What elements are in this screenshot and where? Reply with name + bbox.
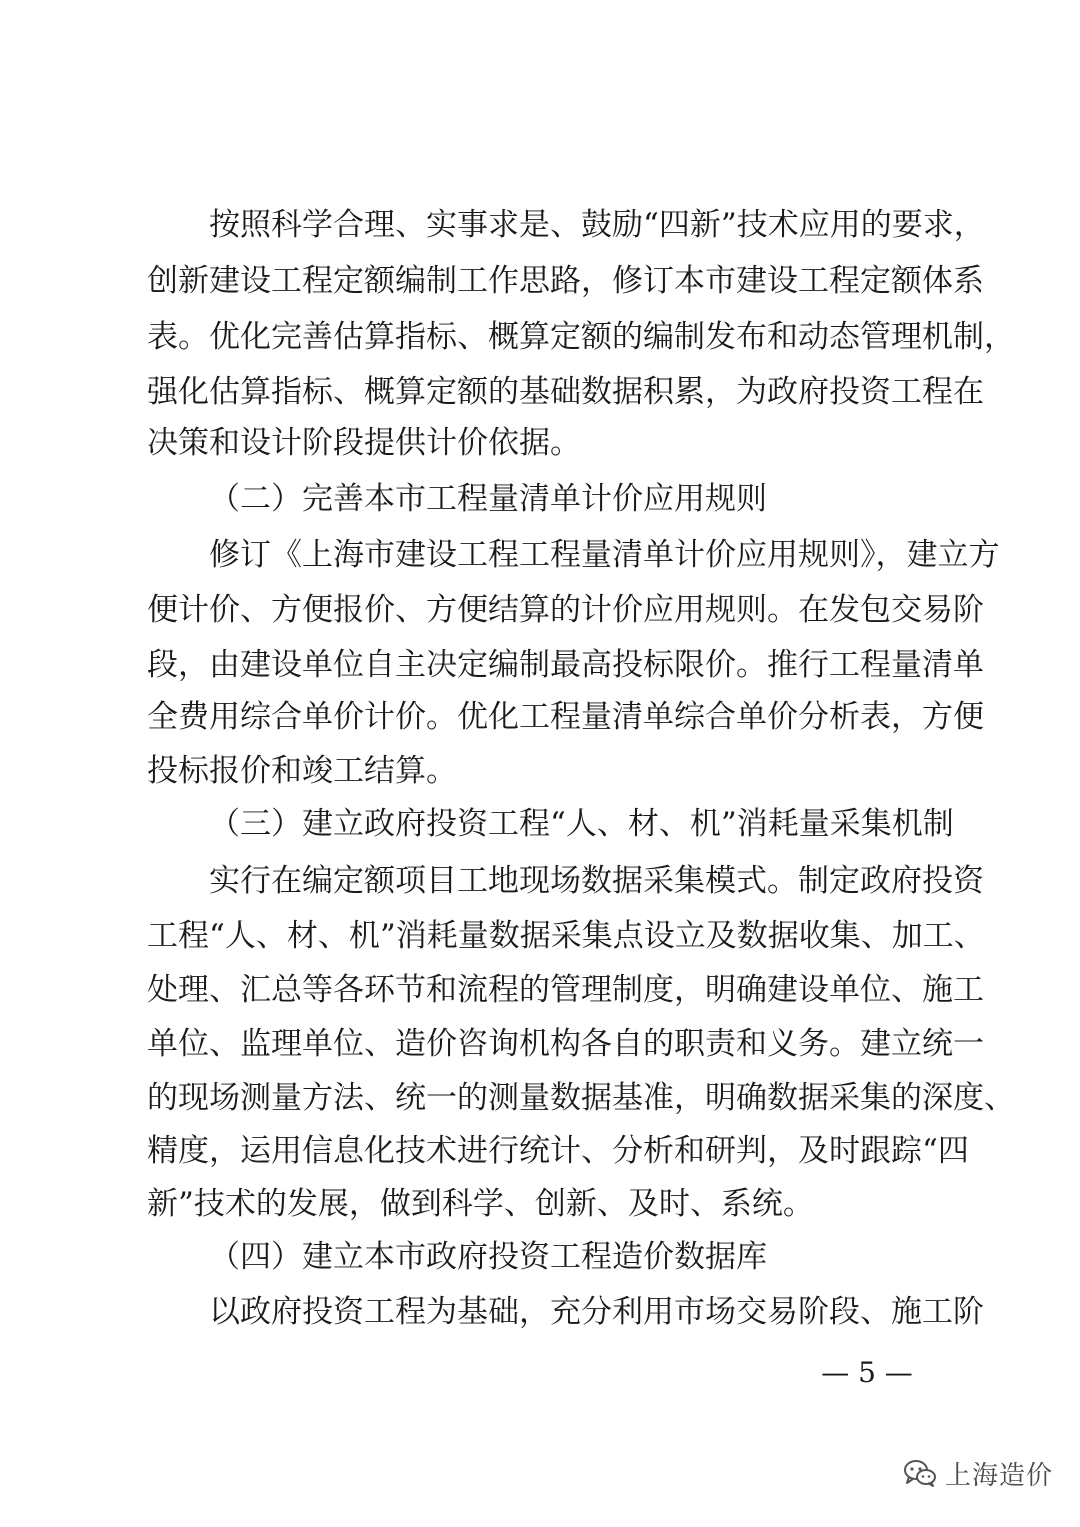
text-line: 新”技术的发展，做到科学、创新、及时、系统。 (147, 1186, 814, 1222)
page-number: — 5 — (821, 1356, 913, 1389)
text-line: 便计价、方便报价、方便结算的计价应用规则。在发包交易阶 (147, 592, 984, 628)
watermark (903, 1452, 1063, 1494)
text-line: 决策和设计阶段提供计价依据。 (147, 425, 581, 461)
text-line: 以政府投资工程为基础，充分利用市场交易阶段、施工阶 (209, 1294, 984, 1330)
wechat-icon (903, 1458, 937, 1488)
text-line: 工程“人、材、机”消耗量数据采集点设立及数据收集、加工、 (147, 918, 985, 954)
text-line: 精度，运用信息化技术进行统计、分析和研判，及时跟踪“四 (147, 1133, 969, 1169)
section-heading: （二）完善本市工程量清单计价应用规则 (209, 481, 767, 517)
section-heading: （四）建立本市政府投资工程造价数据库 (209, 1239, 767, 1275)
text-line: 创新建设工程定额编制工作思路，修订本市建设工程定额体系 (147, 263, 984, 299)
text-line: 按照科学合理、实事求是、鼓励“四新”技术应用的要求， (209, 207, 985, 243)
watermark-text: 上海造价 (945, 1460, 1054, 1491)
text-line: 强化估算指标、概算定额的基础数据积累，为政府投资工程在 (147, 374, 984, 410)
text-line: 修订《上海市建设工程工程量清单计价应用规则》，建立方 (209, 537, 1000, 573)
text-line: 表。优化完善估算指标、概算定额的编制发布和动态管理机制， (147, 319, 1015, 355)
text-line: 处理、汇总等各环节和流程的管理制度，明确建设单位、施工 (147, 972, 984, 1008)
text-line: 单位、监理单位、造价咨询机构各自的职责和义务。建立统一 (147, 1026, 984, 1062)
text-line: 段，由建设单位自主决定编制最高投标限价。推行工程量清单 (147, 647, 984, 683)
text-line: 全费用综合单价计价。优化工程量清单综合单价分析表，方便 (147, 699, 984, 735)
text-line: 实行在编定额项目工地现场数据采集模式。制定政府投资 (209, 863, 984, 899)
text-line: 投标报价和竣工结算。 (147, 753, 457, 789)
section-heading: （三）建立政府投资工程“人、材、机”消耗量采集机制 (209, 806, 954, 842)
text-line: 的现场测量方法、统一的测量数据基准，明确数据采集的深度、 (147, 1080, 1015, 1116)
